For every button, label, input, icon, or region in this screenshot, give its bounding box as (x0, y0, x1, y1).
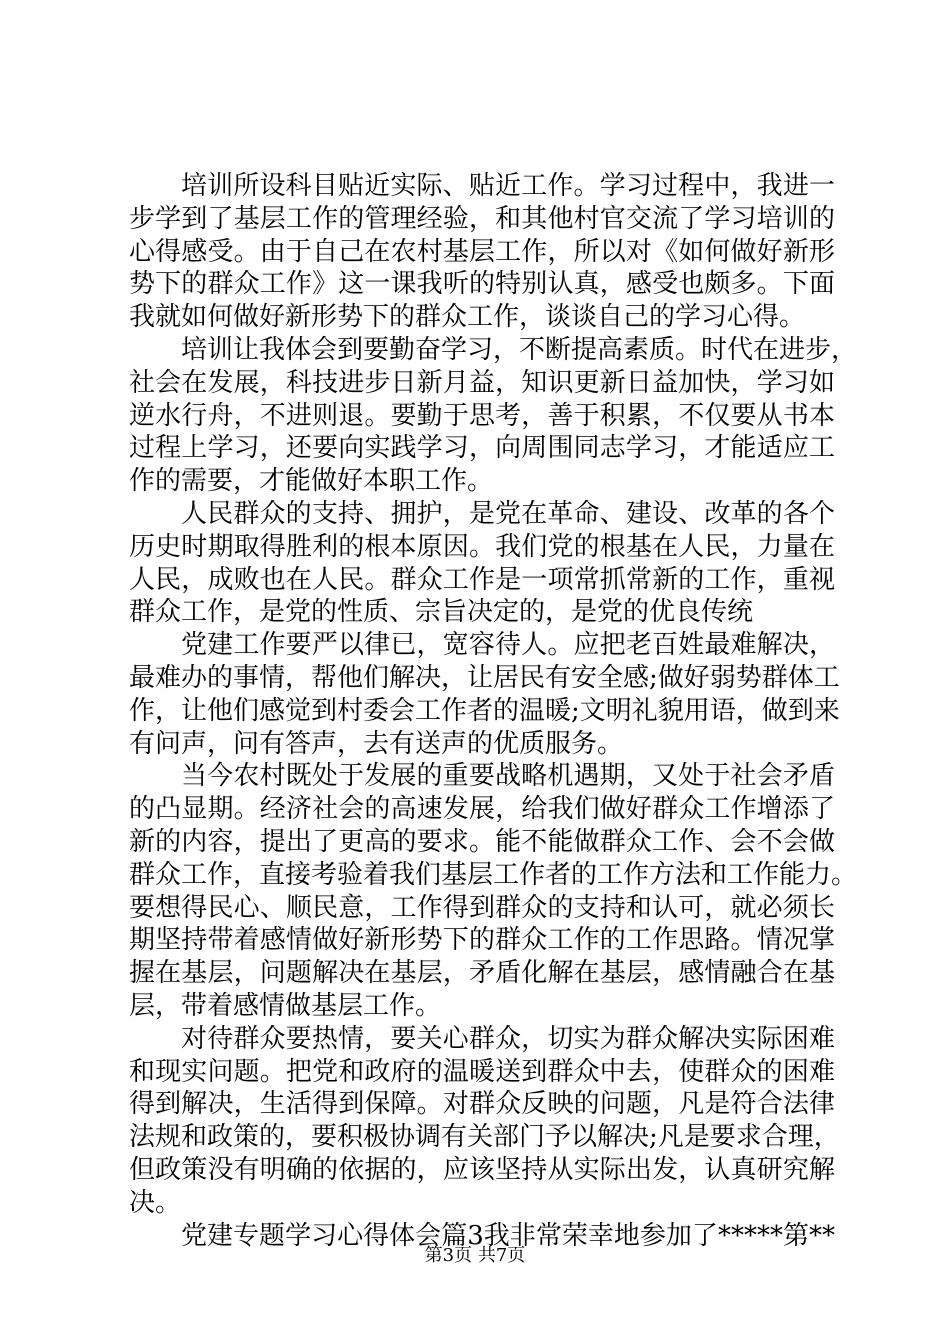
text-line: 握在基层，问题解决在基层，矛盾化解在基层，感情融合在基 (129, 958, 835, 989)
text-line: 对待群众要热情，要关心群众，切实为群众解决实际困难 (181, 1023, 835, 1054)
text-line: 步学到了基层工作的管理经验，和其他村官交流了学习培训的 (129, 203, 835, 234)
page-footer (0, 1241, 950, 1267)
text-line: 新的内容，提出了更高的要求。能不能做群众工作、会不会做 (129, 826, 835, 857)
text-line: 但政策没有明确的依据的，应该坚持从实际出发，认真研究解 (129, 1154, 835, 1185)
text-line: 当今农村既处于发展的重要战略机遇期，又处于社会矛盾 (181, 761, 835, 792)
text-line: 培训让我体会到要勤奋学习，不断提高素质。时代在进步， (181, 334, 858, 365)
text-line: 逆水行舟，不进则退。要勤于思考，善于积累，不仅要从书本 (129, 400, 835, 431)
text-line: 我就如何做好新形势下的群众工作，谈谈自己的学习心得。 (129, 302, 806, 333)
text-line: 党建专题学习心得体会篇3我非常荣幸地参加了*****第** (181, 1220, 835, 1251)
page-number-label: 第3页 共7页 (424, 1245, 526, 1266)
text-line: 决。 (129, 1187, 182, 1218)
text-line: 最难办的事情，帮他们解决，让居民有安全感;做好弱势群体工 (129, 662, 840, 693)
text-line: 人民，成败也在人民。群众工作是一项常抓常新的工作，重视 (129, 564, 835, 595)
text-line: 培训所设科目贴近实际、贴近工作。学习过程中，我进一 (181, 171, 835, 201)
text-line: 期坚持带着感情做好新形势下的群众工作的工作思路。情况掌 (129, 925, 835, 956)
text-line: 群众工作，是党的性质、宗旨决定的，是党的优良传统 (129, 597, 754, 628)
text-line: 层，带着感情做基层工作。 (129, 990, 442, 1021)
text-line: 人民群众的支持、拥护，是党在革命、建设、改革的各个 (181, 498, 835, 529)
text-line: 社会在发展，科技进步日新月益，知识更新日益加快，学习如 (129, 367, 835, 398)
text-line: 作的需要，才能做好本职工作。 (129, 466, 494, 497)
text-line: 过程上学习，还要向实践学习，向周围同志学习，才能适应工 (129, 433, 835, 464)
text-line: 党建工作要严以律已，宽容待人。应把老百姓最难解决， (181, 630, 835, 661)
text-line: 群众工作，直接考验着我们基层工作者的工作方法和工作能力。 (129, 859, 858, 890)
text-line: 的凸显期。经济社会的高速发展，给我们做好群众工作增添了 (129, 794, 835, 825)
text-line: 作，让他们感觉到村委会工作者的温暖;文明礼貌用语，做到来 (129, 695, 840, 726)
text-line: 得到解决，生活得到保障。对群众反映的问题，凡是符合法律 (129, 1089, 835, 1120)
text-line: 要想得民心、顺民意，工作得到群众的支持和认可，就必须长 (129, 892, 835, 923)
text-line: 和现实问题。把党和政府的温暖送到群众中去，使群众的困难 (129, 1056, 835, 1087)
text-line: 势下的群众工作》这一课我听的特别认真，感受也颇多。下面 (129, 269, 835, 300)
text-line: 有问声，问有答声，去有送声的优质服务。 (129, 728, 624, 759)
text-line: 心得感受。由于自己在农村基层工作，所以对《如何做好新形 (129, 236, 835, 267)
text-line: 法规和政策的，要积极协调有关部门予以解决;凡是要求合理， (129, 1122, 840, 1153)
text-line: 历史时期取得胜利的根本原因。我们党的根基在人民，力量在 (129, 531, 835, 562)
document-body (129, 170, 858, 1252)
